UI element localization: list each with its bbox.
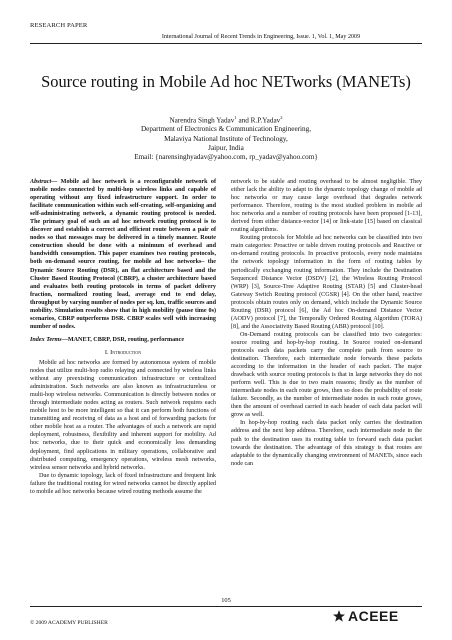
author-1-affil: 1 xyxy=(234,115,237,120)
logo-text: ACEEE xyxy=(348,608,399,624)
left-column xyxy=(30,178,216,496)
section-number: I. xyxy=(104,348,111,356)
author-2-affil: 2 xyxy=(280,115,283,120)
logo-star-icon xyxy=(332,609,346,623)
author-city: Jaipur, India xyxy=(208,143,244,152)
abstract-text: — Mobile ad hoc network is a reconfigurable network of mobile nodes connected by multi-hop wireless links and capable of operating without any fixed infrastructure support. In order to facilitate communication within such self-creating, self-organizing and self-administrating network, a dynamic routing protocol is needed. The primary goal of such an ad hoc network routing protocol is to discover and establish a correct and efficient route between a pair of nodes so that messages may be delivered in a timely manner. Route construction should be done with a minimum of overhead and bandwidth consumption. This paper examines two routing protocols, both on-demand source routing, for mobile ad hoc networks– the Dynamic Source Routing (DSR), an flat architecture based and the Cluster Based Routing Protocol (CBRP), a cluster architecture based and evaluates both routing protocols in terms of packet delivery fraction, normalized routing load, average end to end delay, throughput by varying number of nodes per sq. km, traffic sources and mobility. Simulation results show that in high mobility (pause time 0s) scenarios, CBRP outperforms DSR. CBRP scales well with increasing number of nodes. xyxy=(30,179,217,330)
index-terms-text: —MANET, CBRP, DSR, routing, performance xyxy=(61,336,185,343)
author-institute: Malaviya National Institute of Technology, xyxy=(164,134,288,143)
section-heading xyxy=(30,349,216,357)
footer-rule xyxy=(30,606,422,607)
body-paragraph-3: On-Demand routing protocols can be classified into two categories: source routing and hop-by-hop routing. In Source routed on-demand protocols each data packets carry the complete path from source to destination. Therefore, each intermediate node forwards these packets according to the information in the header of each packet. The major drawback with source routing protocols is that in large networks they do not perform well. This is due to two main reasons; firstly as the number of intermediate nodes in each route grows, then so does the probability of route failure. Secondly, as the number of intermediate nodes in each route grows, then the amount of overhead carried in each header of each data packet will grow as well. xyxy=(231,331,422,419)
body-paragraph-1: network to be stable and routing overhead to be almost negligible. They either lack the ability to adapt to the dynamic topology change of mobile ad hoc networks or may cause large overhead that degrades network performance. Therefore, routing is the most studied problem in mobile ad hoc networks and a number of routing protocols have been proposed [1-13], derived from either distance-vector [14] or link-state [15] based on classical routing algorithms. xyxy=(231,179,422,234)
paper-title: Source routing in Mobile Ad hoc NETworks (MANETs) xyxy=(41,72,411,91)
publisher-logo xyxy=(332,608,399,624)
index-terms-lead: Index Terms xyxy=(30,336,62,343)
author-1: Narendra Singh Yadav xyxy=(169,116,235,125)
body-paragraph-4: In hop-by-hop routing each data packet only carries the destination address and the next hop address. Therefore, each intermediate node in the path to the destination uses its routing table to forward each data packet towards the destination. The advantage of this strategy is that routes are adaptable to the dynamically changing environment of MANETs, since each node can xyxy=(231,420,422,467)
header-rule xyxy=(30,43,422,44)
index-terms xyxy=(30,336,216,344)
body-paragraph-2: Routing protocols for Mobile ad hoc networks can be classified into two main categories: Proactive or table driven routing protocols and Reactive or on-demand routing protocols. In proactive protocols, every node maintains the network topology information in the form of routing tables by periodically exchanging routing information. They include the Destination Sequenced Distance Vector (DSDV) [2], the Wireless Routing Protocol (WRP) [3], Source-Tree Adaptive Routing (STAR) [5] and Cluster-head Gateway Switch Routing protocol (CGSR) [4]. On the other hand, reactive protocols obtain routes only on demand, which include the Dynamic Source Routing (DSR) protocol [6], the Ad hoc On-demand Distance Vector (AODV) protocol [7], the Temporally Ordered Routing Algorithm (TORA) [8], and the Associativity Based Routing (ABR) protocol [10]. xyxy=(231,235,422,330)
section-title: Introduction xyxy=(110,348,142,356)
author-2: and R.P.Yadav xyxy=(236,116,281,125)
right-column xyxy=(231,178,422,468)
abstract xyxy=(30,178,216,331)
copyright-notice: © 2009 ACADEMY PUBLISHER xyxy=(30,620,108,626)
abstract-lead: Abstract xyxy=(30,179,52,185)
page-number: 105 xyxy=(221,597,231,604)
author-department: Department of Electronics & Communication Engineering, xyxy=(140,125,312,134)
intro-paragraph-1: Mobile ad hoc networks are formed by autonomous system of mobile nodes that utilize multi-hop radio relaying and connected by wireless links without any preexisting communication infrastructure or centralized administration. Such networks are also known as infrastructureless or multi-hop wireless networks. Communication is directly between nodes or through intermediate nodes acting as routers. Such network requires each mobile host to be more intelligent so that it can perform both functions of transmitting and receiving of data as a host and of forwarding packets for other mobile host as a router. The advantages of such a network are rapid deployment, robustness, flexibility and inherent support for mobility. Ad hoc networks, due to their quick and economically less demanding deployment, find applications in military operations, collaborative and distributed computing, emergency operations, wireless mesh networks, wireless sensor networks and hybrid networks. xyxy=(30,359,216,471)
author-email: Email: {narensinghyadav@yahoo.com, rp_yadav@yahoo.com} xyxy=(134,152,318,161)
author-block xyxy=(30,113,422,162)
paper-type-label: RESEARCH PAPER xyxy=(30,22,88,29)
journal-header: International Journal of Recent Trends in Engineering, Issue. 1, Vol. 1, May 2009 xyxy=(161,34,361,40)
author-names xyxy=(30,113,422,125)
intro-paragraph-2: Due to dynamic topology, lack of fixed infrastructure and frequent link failure the traditional routing for wired networks cannot be directly applied to mobile ad hoc networks because wired routing methods assume the xyxy=(30,472,216,495)
